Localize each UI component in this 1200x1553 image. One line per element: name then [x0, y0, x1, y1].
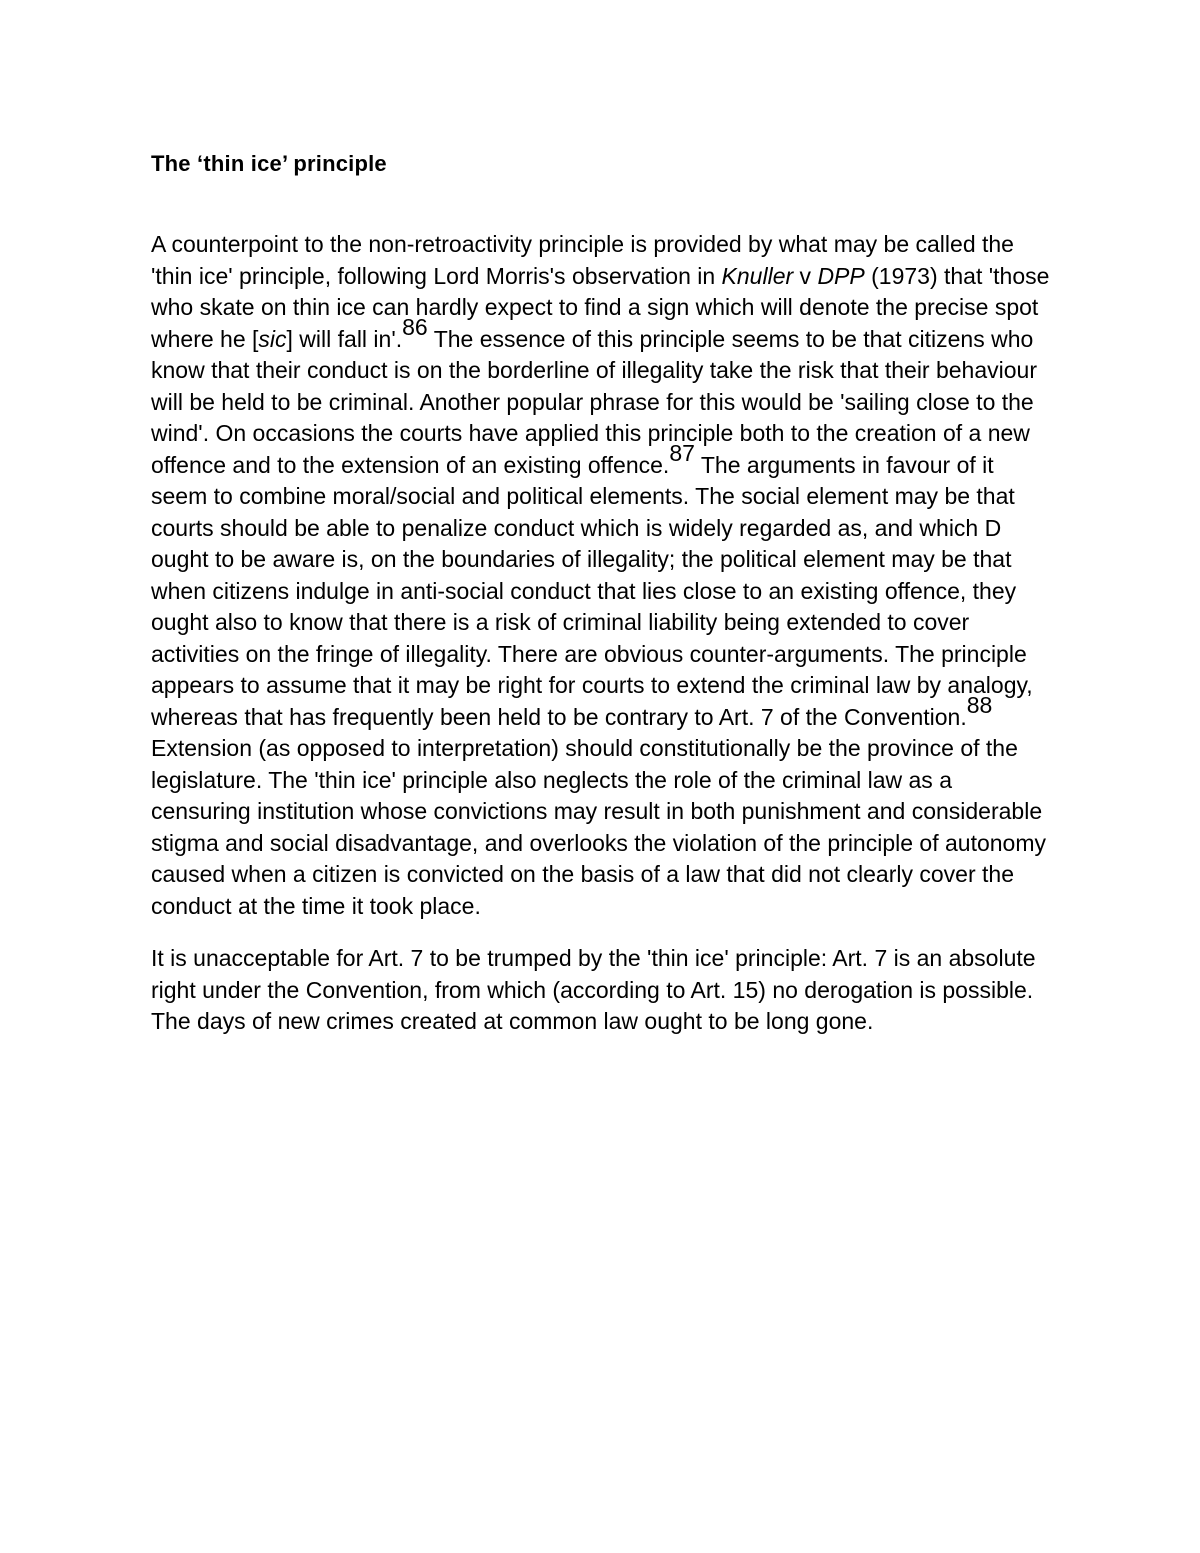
text-segment: A counterpoint to the non-retroactivity principle is provided by what may be called the 'thin ice' principle, following Lord Morris's observation in [151, 231, 1014, 289]
text-segment: The arguments in favour of it seem to combine moral/social and political elements. The social element may be that courts should be able to penalize conduct which is widely regarded as, and which D ought to be aware is, on the boundaries of illegality; the political element may be that when citizens indulge in anti-social conduct that lies close to an existing offence, they ought also to know that there is a risk of criminal liability being extended to cover activities on the fringe of illegality. There are obvious counter-arguments. The principle appears to assume that it may be right for courts to extend the criminal law by analogy, whereas that has frequently been held to be contrary to Art. 7 of the Convention. [151, 451, 1033, 730]
text-segment: The essence of this principle seems to be that citizens who know that their conduct is on the borderline of illegality take the risk that their behaviour will be held to be criminal. Another popular phrase for this would be 'sailing close to the wind'. On occasions the courts have applied this principle both to the creation of a new offence and to the extension of an existing offence. [151, 325, 1037, 478]
footnote-ref-87: 87 [669, 439, 695, 466]
footnote-ref-88: 88 [966, 691, 993, 718]
text-segment: ] will fall in'. [286, 325, 403, 352]
case-name-italic: Knuller [721, 262, 794, 289]
text-segment: v [793, 262, 818, 289]
paragraph-thin-ice-principle [151, 229, 1051, 922]
document-body [151, 146, 1051, 1038]
text-segment: Extension (as opposed to interpretation) should constitutionally be the province of the legislature. The 'thin ice' principle also neglects the role of the criminal law as a censuring institution whose convictions may result in both punishment and considerable stigma and social disadvantage, and overlooks the violation of the principle of autonomy caused when a citizen is convicted on the basis of a law that did not clearly cover the conduct at the time it took place. [151, 735, 1046, 919]
sic-italic: sic [258, 325, 287, 352]
section-heading: The ‘thin ice’ principle [151, 151, 387, 176]
paragraph-conclusion: It is unacceptable for Art. 7 to be trumped by the 'thin ice' principle: Art. 7 is an absolute right under the Convention, from which (according to Art. 15) no derogation is possible. The days of new crimes created at common law ought to be long gone. [151, 945, 1036, 1034]
case-party-italic: DPP [817, 262, 865, 289]
text-segment: (1973) that 'those who skate on thin ice can hardly expect to find a sign which will denote the precise spot where he [ [151, 262, 1050, 352]
footnote-ref-86: 86 [402, 313, 428, 340]
